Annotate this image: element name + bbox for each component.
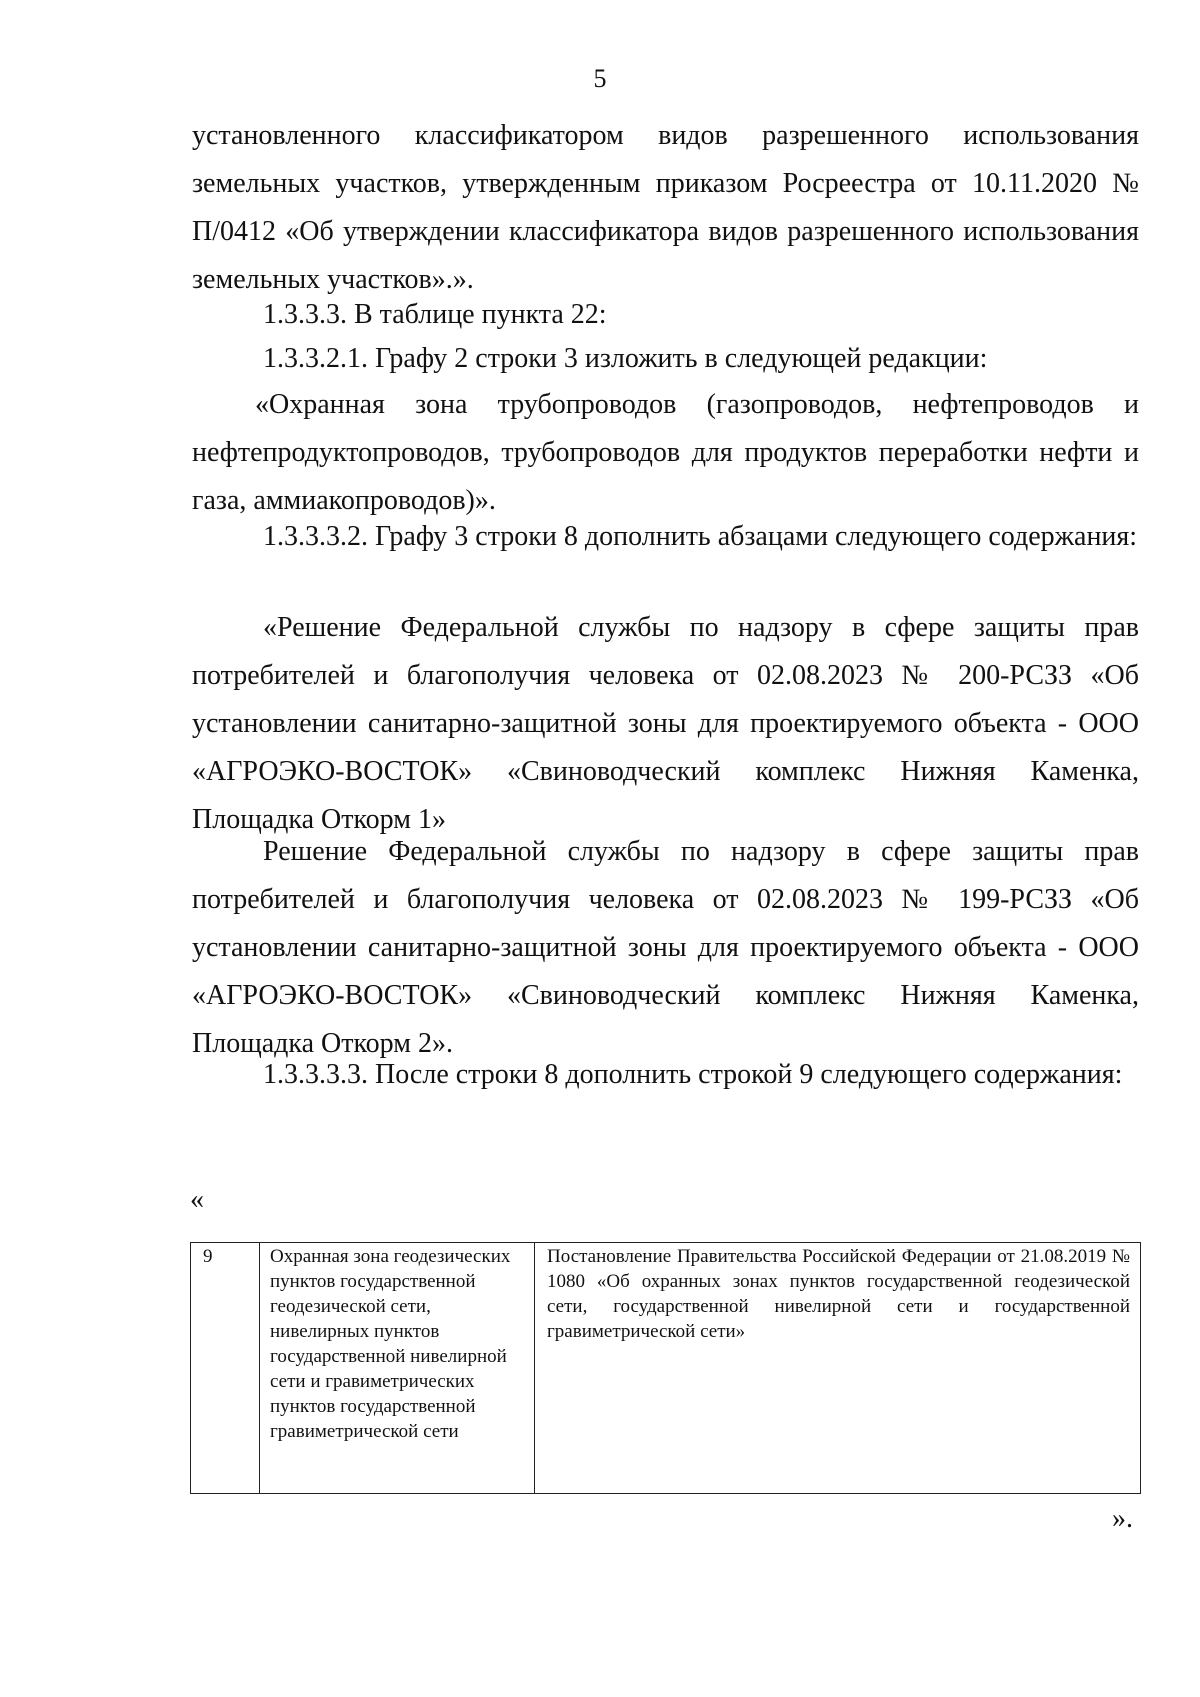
open-quote-mark: «: [190, 1184, 204, 1215]
paragraph-item-1-3-3-3: 1.3.3.3. В таблице пункта 22:: [263, 299, 607, 330]
paragraph-item-1-3-3-3-3: 1.3.3.3.3. После строки 8 дополнить строкой 9 следующего содержания:: [263, 1059, 1123, 1090]
paragraph-decision-199-rszz: Решение Федеральной службы по надзору в сфере защиты прав потребителей и благополучия человека от 02.08.2023 № 199-РСЗЗ «Об установлении санитарно-защитной зоны для проектируемого объекта - ООО «АГРОЭКО-ВОСТОК» «Свиноводческий комплекс Нижняя Каменка, Площадка Откорм 2».: [192, 836, 1139, 1059]
paragraph-decision-200-rszz: «Решение Федеральной службы по надзору в сфере защиты прав потребителей и благополучия человека от 02.08.2023 № 200-РСЗЗ «Об установлении санитарно-защитной зоны для проектируемого объекта - ООО «АГРОЭКО-ВОСТОК» «Свиноводческий комплекс Нижняя Каменка, Площадка Откорм 1»: [192, 612, 1139, 835]
page-number: 5: [593, 64, 607, 93]
row-number-cell: 9: [191, 1243, 260, 1494]
table-row: [191, 1243, 1141, 1494]
inserted-row-table: [190, 1242, 1141, 1494]
zone-name-cell: Охранная зона геодезических пунктов государственной геодезической сети, нивелирных пунктов государственной нивелирной сети и гравиметрических пунктов государственной гравиметрической сети: [260, 1243, 535, 1494]
paragraph-classifier-continuation: установленного классификатором видов разрешенного использования земельных участков, утвержденным приказом Росреестра от 10.11.2020 № П/0412 «Об утверждении классификатора видов разрешенного использования земельных участков».».: [192, 120, 1139, 295]
paragraph-pipeline-zone-quote: «Охранная зона трубопроводов (газопроводов, нефтепроводов и нефтепродуктопроводов, трубопроводов для продуктов переработки нефти и газа, аммиакопроводов)».: [192, 389, 1139, 516]
paragraph-item-1-3-3-2-1: 1.3.3.2.1. Графу 2 строки 3 изложить в следующей редакции:: [263, 343, 988, 374]
paragraph-item-1-3-3-3-2: 1.3.3.3.2. Графу 3 строки 8 дополнить абзацами следующего содержания:: [263, 521, 1138, 552]
close-quote-mark: ».: [1112, 1503, 1133, 1534]
legal-basis-cell: Постановление Правительства Российской Федерации от 21.08.2019 № 1080 «Об охранных зонах пунктов государственной геодезической сети, государственной нивелирной сети и государственной гравиметрической сети»: [535, 1243, 1141, 1494]
